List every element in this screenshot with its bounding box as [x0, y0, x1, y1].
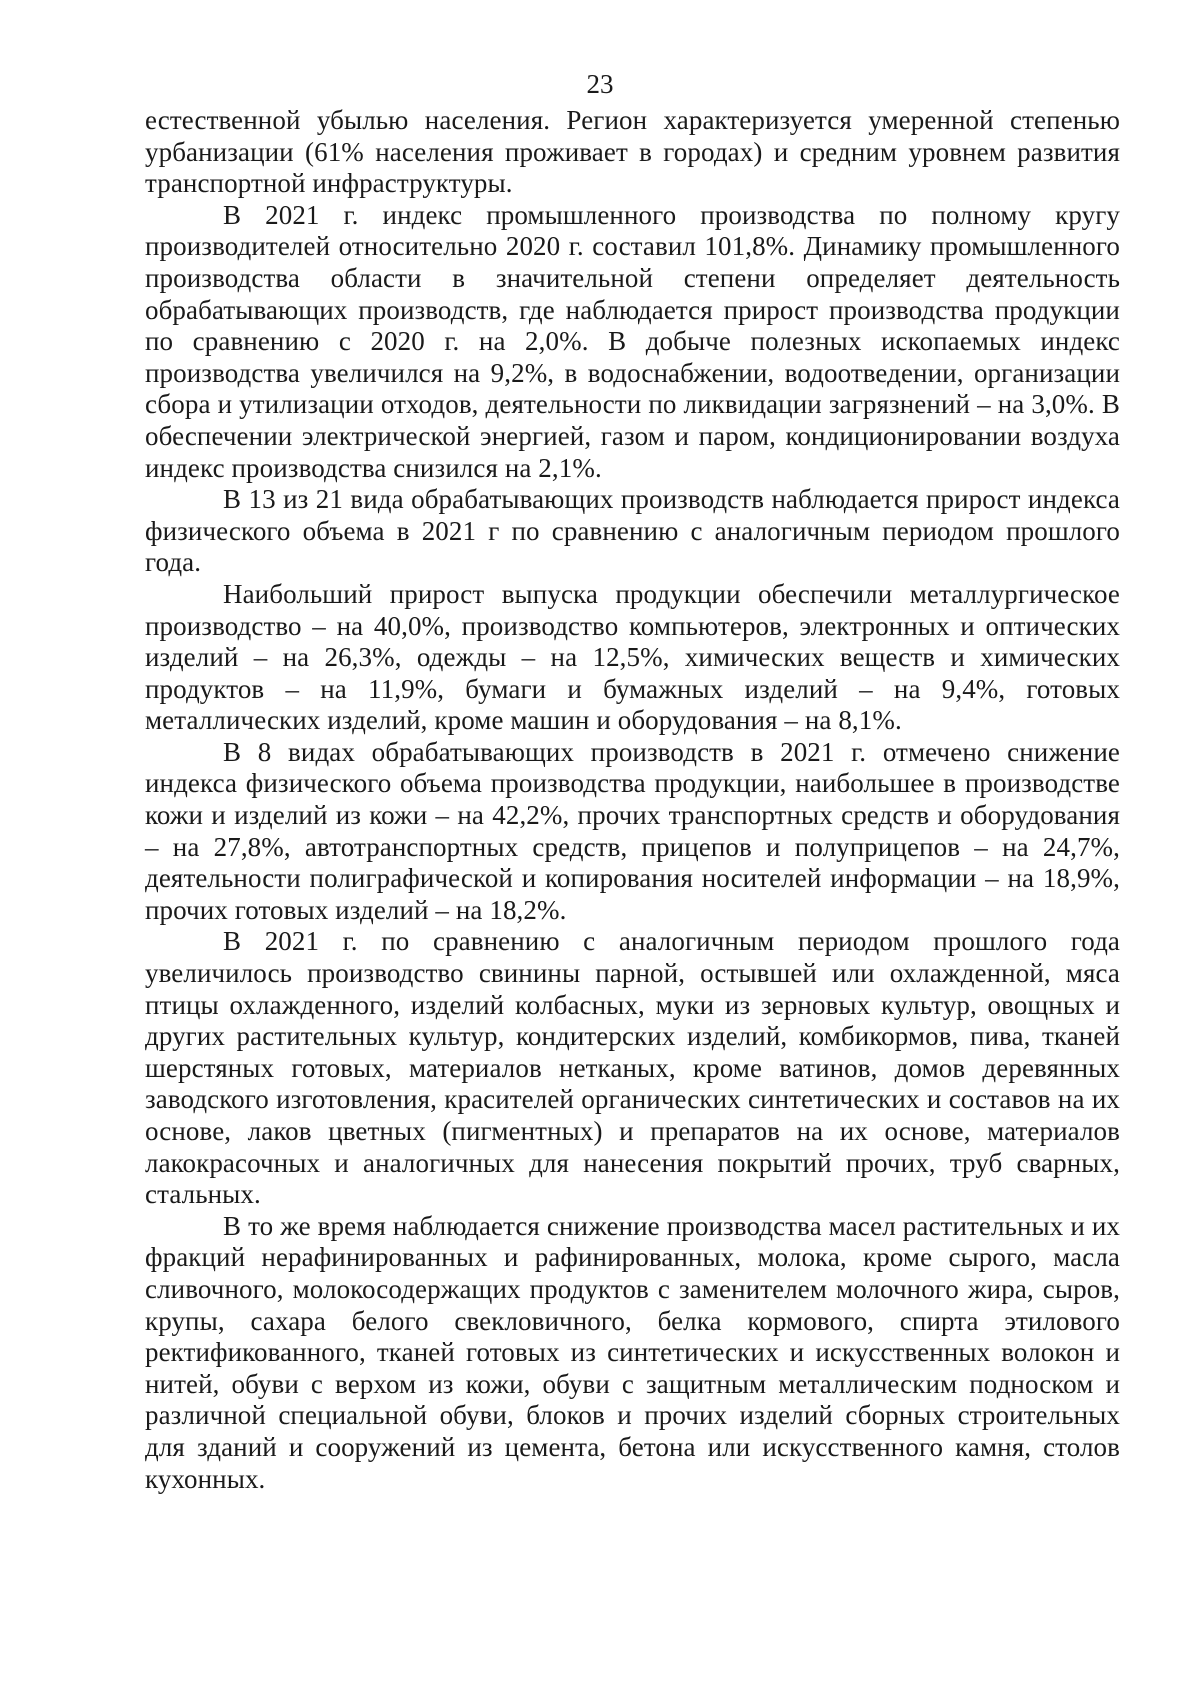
paragraph-manufacturing-growth-count: В 13 из 21 вида обрабатывающих производств наблюдается прирост индекса физического объема в 2021 г по сравнению с аналогичным периодом прошлого года. [145, 484, 1120, 578]
document-body [145, 105, 1120, 1495]
paragraph-production-decrease: В то же время наблюдается снижение производства масел растительных и их фракций нерафинированных и рафинированных, молока, кроме сырого, масла сливочного, молокосодержащих продуктов с заменителем молочного жира, сыров, крупы, сахара белого свекловичного, белка кормового, спирта этилового ректификованного, тканей готовых из синтетических и искусственных волокон и нитей, обуви с верхом из кожи, обуви с защитным металлическим подноском и различной специальной обуви, блоков и прочих изделий сборных строительных для зданий и сооружений из цемента, бетона или искусственного камня, столов кухонных. [145, 1210, 1120, 1494]
paragraph-largest-growth: Наибольший прирост выпуска продукции обеспечили металлургическое производство – на 40,0%, производство компьютеров, электронных и оптических изделий – на 26,3%, одежды – на 12,5%, химических веществ и химических продуктов – на 11,9%, бумаги и бумажных изделий – на 9,4%, готовых металлических изделий, кроме машин и оборудования – на 8,1%. [145, 578, 1120, 736]
paragraph-continued: естественной убылью населения. Регион характеризуется умеренной степенью урбанизации (61% населения проживает в городах) и средним уровнем развития транспортной инфраструктуры. [145, 105, 1120, 199]
page-number: 23 [586, 69, 614, 99]
paragraph-decline: В 8 видах обрабатывающих производств в 2021 г. отмечено снижение индекса физического объема производства продукции, наибольшее в производстве кожи и изделий из кожи – на 42,2%, прочих транспортных средств и оборудования – на 27,8%, автотранспортных средств, прицепов и полуприцепов – на 24,7%, деятельности полиграфической и копирования носителей информации – на 18,9%, прочих готовых изделий – на 18,2%. [145, 736, 1120, 925]
paragraph-industrial-index: В 2021 г. индекс промышленного производства по полному кругу производителей относительно 2020 г. составил 101,8%. Динамику промышленного производства области в значительной степени определяет деятельность обрабатывающих производств, где наблюдается прирост производства продукции по сравнению с 2020 г. на 2,0%. В добыче полезных ископаемых индекс производства увеличился на 9,2%, в водоснабжении, водоотведении, организации сбора и утилизации отходов, деятельности по ликвидации загрязнений – на 3,0%. В обеспечении электрической энергией, газом и паром, кондиционировании воздуха индекс производства снизился на 2,1%. [145, 199, 1120, 483]
paragraph-production-increase: В 2021 г. по сравнению с аналогичным периодом прошлого года увеличилось производство свинины парной, остывшей или охлажденной, мяса птицы охлажденного, изделий колбасных, муки из зерновых культур, овощных и других растительных культур, кондитерских изделий, комбикормов, пива, тканей шерстяных готовых, материалов нетканых, кроме ватинов, домов деревянных заводского изготовления, красителей органических синтетических и составов на их основе, лаков цветных (пигментных) и препаратов на их основе, материалов лакокрасочных и аналогичных для нанесения покрытий прочих, труб сварных, стальных. [145, 926, 1120, 1210]
